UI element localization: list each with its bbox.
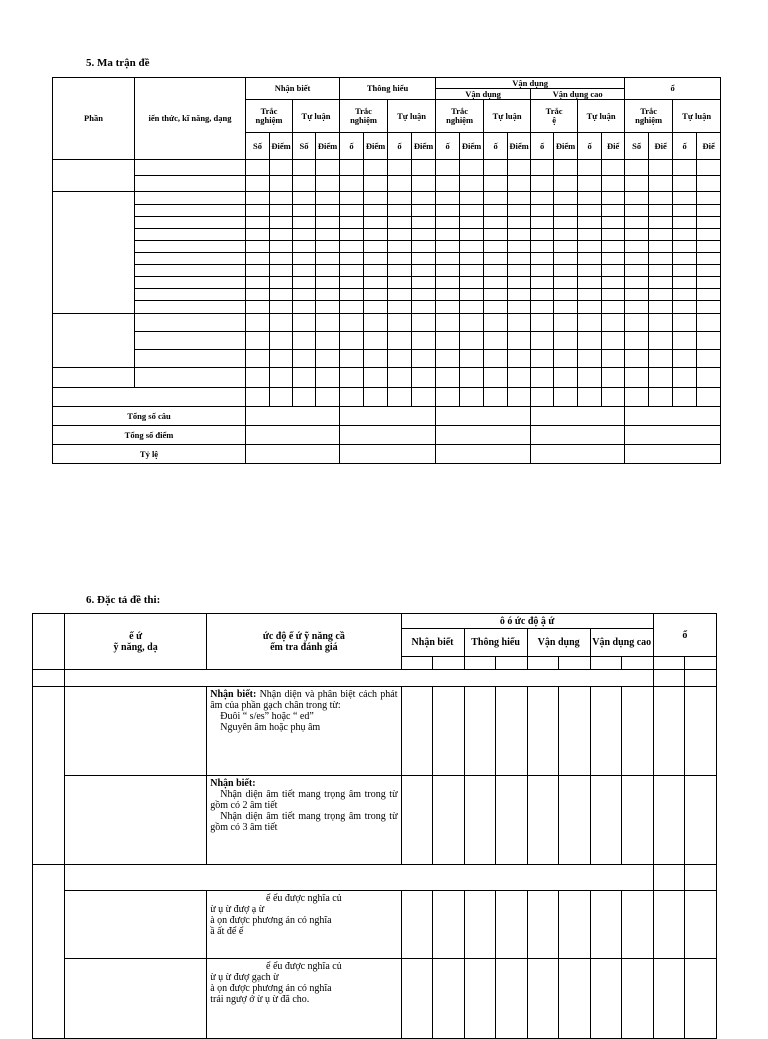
- question-type-header: Trắc nghiệm: [340, 100, 388, 133]
- spec-table: [32, 613, 717, 1039]
- count-header: ố: [673, 133, 697, 160]
- table-row: [53, 229, 721, 241]
- spec-description: Nhận biết: Nhận diện âm tiết mang trọng âm trong từ gồm có 2 âm tiết Nhận diện âm tiết mang trọng âm trong từ gồm có 3 âm tiết: [207, 776, 401, 865]
- points-header: Điểm: [364, 133, 388, 160]
- question-type-header: Trắc nghiệm: [436, 100, 484, 133]
- table-row: [53, 332, 721, 350]
- spec-description: Nhận biết: Nhận diện và phân biệt cách phát âm của phần gạch chân trong từ: Đuôi “ s/es” hoặc “ ed” Nguyên âm hoặc phụ âm: [207, 687, 401, 776]
- question-type-header: Tự luận: [293, 100, 340, 133]
- question-type-header: Tự luận: [388, 100, 436, 133]
- table-row: [53, 160, 721, 176]
- section5-title: 5. Ma trận đề: [86, 57, 150, 69]
- table-row: [53, 217, 721, 229]
- count-header: ố: [531, 133, 554, 160]
- col-index-header: [33, 614, 65, 670]
- col-total-header: ổ: [653, 614, 716, 657]
- sublevel-apply: Vận dụng: [436, 89, 531, 100]
- part-cell: [53, 314, 135, 368]
- spec-description: ể ểu được nghĩa củ ừ ụ ừ đượ gạch ừ à ọn được phương án có nghĩa trái ngượ ớ ừ ụ ừ đã cho.: [207, 959, 401, 1039]
- table-row: [53, 192, 721, 205]
- spec-row: [33, 687, 717, 776]
- count-header: Số: [246, 133, 270, 160]
- section-row: [33, 670, 717, 687]
- level-understand: Thông hiểu: [340, 78, 436, 100]
- table-row: [53, 176, 721, 192]
- points-header: Điểm: [412, 133, 436, 160]
- table-row: [53, 277, 721, 289]
- col-knowledge-header: iến thức, kĩ năng, dạng: [135, 78, 246, 160]
- table-row: [53, 350, 721, 368]
- total-points-label: Tổng số điểm: [53, 426, 246, 445]
- level-apply-high: Vận dụng cao: [590, 629, 653, 657]
- points-header: Điể: [602, 133, 625, 160]
- table-row: [53, 205, 721, 217]
- level-apply: Vận dụng: [527, 629, 590, 657]
- count-header: Số: [625, 133, 649, 160]
- spec-row: [33, 891, 717, 959]
- question-type-header: Trắc nghiệm: [625, 100, 673, 133]
- col-level-header: ức độ ế ứ ỹ năng cầ ểm tra đánh giá: [207, 614, 401, 670]
- question-type-header: Tự luận: [578, 100, 625, 133]
- col-part-header: Phần: [53, 78, 135, 160]
- table-row: [53, 301, 721, 314]
- question-type-header: Trắc nghiệm: [246, 100, 293, 133]
- level-understand: Thông hiểu: [464, 629, 527, 657]
- question-type-header: Tự luận: [673, 100, 721, 133]
- count-header: ố: [436, 133, 460, 160]
- question-type-header: Trắc ệ: [531, 100, 578, 133]
- level-apply: Vận dụng: [436, 78, 625, 89]
- count-header: Số: [293, 133, 316, 160]
- points-header: Điể: [649, 133, 673, 160]
- total-row: [53, 445, 721, 464]
- total-questions-label: Tổng số câu: [53, 407, 246, 426]
- count-header: ố: [340, 133, 364, 160]
- spec-description: ể ểu được nghĩa củ ừ ụ ừ đượ ạ ừ à ọn được phương án có nghĩa ầ ất để ể: [207, 891, 401, 959]
- question-type-header: Tự luận: [484, 100, 531, 133]
- ratio-label: Tỷ lệ: [53, 445, 246, 464]
- matrix-table: [52, 77, 721, 464]
- points-header: Điểm: [508, 133, 531, 160]
- table-row: [53, 265, 721, 277]
- table-row: [53, 388, 721, 407]
- spec-row: [33, 776, 717, 865]
- col-knowledge-header: ế ứ ỹ năng, dạ: [65, 614, 207, 670]
- points-header: Điể: [697, 133, 721, 160]
- spec-row: [33, 959, 717, 1039]
- part-cell: [53, 160, 135, 192]
- sublevel-apply-high: Vận dụng cao: [531, 89, 625, 100]
- section6-title: 6. Đặc tả đề thi:: [86, 594, 161, 606]
- total-row: [53, 407, 721, 426]
- total-row: [53, 426, 721, 445]
- table-row: [53, 289, 721, 301]
- section-row: [33, 865, 717, 891]
- points-header: Điểm: [460, 133, 484, 160]
- table-row: [53, 241, 721, 253]
- points-header: Điểm: [316, 133, 340, 160]
- level-recognize: Nhận biết: [401, 629, 464, 657]
- level-recognize: Nhận biết: [246, 78, 340, 100]
- points-header: Điểm: [270, 133, 293, 160]
- col-count-header: ô ó ức độ ậ ứ: [401, 614, 653, 629]
- table-row: [53, 368, 721, 388]
- table-row: [53, 314, 721, 332]
- level-total: ổ: [625, 78, 721, 100]
- count-header: ố: [388, 133, 412, 160]
- part-cell: [53, 192, 135, 314]
- count-header: ố: [484, 133, 508, 160]
- points-header: Điểm: [554, 133, 578, 160]
- count-header: ố: [578, 133, 602, 160]
- table-row: [53, 253, 721, 265]
